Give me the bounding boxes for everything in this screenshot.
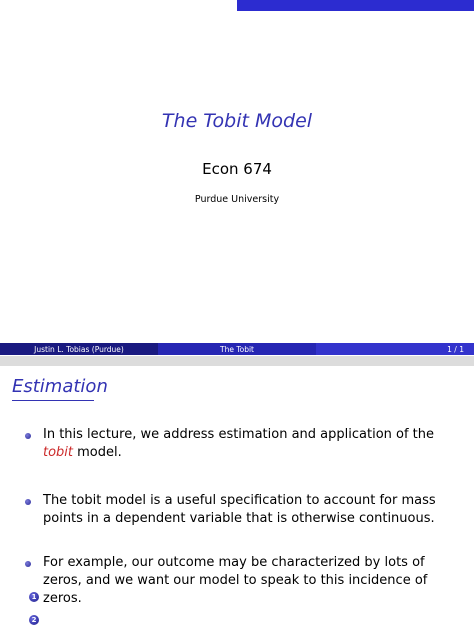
footer-short-title xyxy=(158,343,316,355)
top-bar-left xyxy=(0,0,237,11)
enum-ball-icon: 2 xyxy=(29,615,39,625)
bullet-highlight: tobit xyxy=(43,445,74,460)
slide-separator xyxy=(0,356,474,366)
top-bar xyxy=(0,0,474,11)
bullet-text: For example, our outcome may be characterized by lots of zeros, and we want our model to speak to this incidence of zeros. xyxy=(43,555,428,606)
bullet-item xyxy=(25,492,465,528)
content-slide xyxy=(0,366,474,632)
bullet-text-post: model. xyxy=(73,445,122,460)
slide-subtitle: Econ 674 xyxy=(202,160,272,178)
enum-item-2 xyxy=(29,615,39,625)
footer-author-text: Justin L. Tobias (Purdue) xyxy=(34,344,124,354)
bullet-icon xyxy=(25,433,31,439)
bullet-text: The tobit model is a useful specification to account for mass points in a dependent variable that is otherwise continuous. xyxy=(43,493,436,526)
slide-title: The Tobit Model xyxy=(161,110,313,132)
footer-short-title-text: The Tobit xyxy=(219,344,254,354)
slide-institute: Purdue University xyxy=(194,194,280,205)
bullet-item xyxy=(25,554,465,608)
bullet-text-pre: In this lecture, we address estimation and application of the xyxy=(43,427,435,442)
enum-item-1 xyxy=(29,592,39,602)
bullet-item xyxy=(25,426,465,462)
footer-page-text: 1 / 1 xyxy=(447,344,464,354)
bullet-text xyxy=(43,426,465,462)
footer-author xyxy=(0,343,158,355)
enum-ball-icon: 1 xyxy=(29,592,39,602)
bullet-icon xyxy=(25,499,31,505)
footer-bar xyxy=(0,343,474,355)
frame-title-underline xyxy=(12,400,94,401)
top-bar-right xyxy=(237,0,474,11)
footer-page xyxy=(316,343,474,355)
frame-title: Estimation xyxy=(12,376,108,397)
bullet-icon xyxy=(25,561,31,567)
